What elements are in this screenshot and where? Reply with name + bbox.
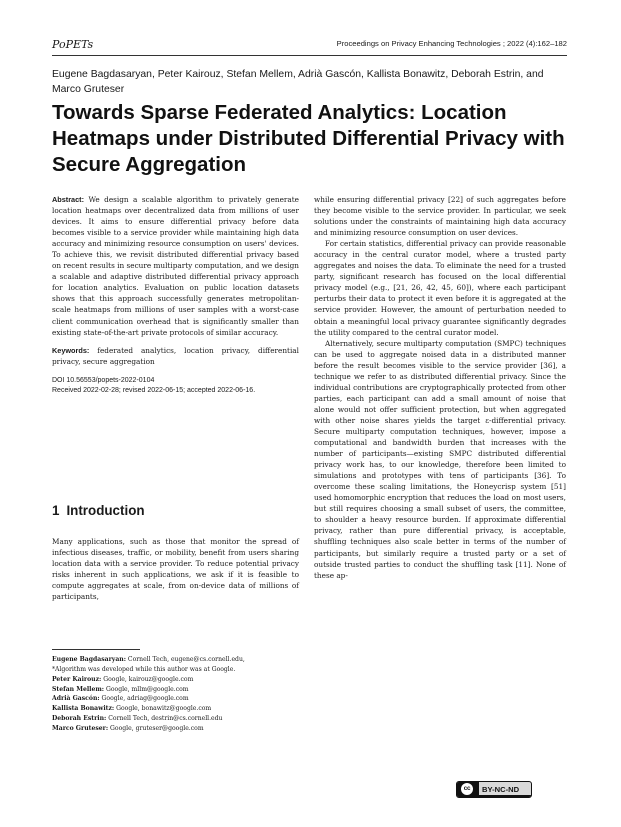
abstract-label: Abstract:	[52, 195, 85, 204]
footnote-name: Stefan Mellem:	[52, 685, 105, 693]
footnote-text: Cornell Tech, eugene@cs.cornell.edu,	[125, 656, 245, 663]
footnote	[52, 714, 302, 724]
running-header	[52, 38, 567, 52]
footnote-name: Deborah Estrin:	[52, 715, 107, 723]
footnote-text: Google, adriag@google.com	[99, 695, 189, 703]
license-badge[interactable]	[456, 781, 532, 798]
received-dates: Received 2022-02-28; revised 2022-06-15; accepted 2022-06-16.	[52, 387, 256, 395]
paper-title: Towards Sparse Federated Analytics: Location Heatmaps under Distributed Differential Privacy with Secure Aggregation	[52, 101, 565, 176]
footnote-name: Eugene Bagdasaryan:	[52, 656, 126, 663]
header-rule	[52, 55, 567, 56]
right-column	[314, 194, 566, 581]
section-title: Introduction	[66, 503, 145, 518]
creative-commons-icon	[457, 782, 479, 797]
license-underline	[479, 795, 531, 797]
footnote-text: Google, mllm@google.com	[104, 685, 189, 693]
footnote	[52, 694, 302, 704]
footnote	[52, 685, 302, 695]
author-list: Eugene Bagdasaryan, Peter Kairouz, Stefan Mellem, Adrià Gascón, Kallista Bonawitz, Deborah Estrin, and Marco Gruteser	[52, 69, 544, 95]
intro-paragraph	[52, 536, 299, 602]
footnote-name: Adrià Gascón:	[52, 695, 100, 703]
author-footnotes	[52, 655, 302, 734]
footnote-name: Kallista Bonawitz:	[52, 705, 115, 713]
abstract	[52, 194, 299, 338]
footnote-text: Google, gruteser@google.com	[108, 724, 204, 732]
proceedings-citation: Proceedings on Privacy Enhancing Technologies ; 2022 (4):162–182	[336, 39, 567, 48]
footnote-text: Cornell Tech, destrin@cs.cornell.edu	[106, 715, 223, 723]
footnote	[52, 675, 302, 685]
intro-text: Many applications, such as those that monitor the spread of infectious diseases, traffic, or mobility, benefit from users sharing location data with a service provider. To reduce potential privacy risks inherent in such applications, we ask if it is feasible to compute aggregates at scale, from on-device data of millions of participants,	[52, 537, 299, 602]
left-column	[52, 194, 299, 397]
footnote	[52, 704, 302, 714]
footnote-text: Google, bonawitz@google.com	[114, 705, 212, 713]
paragraph: while ensuring differential privacy [22] of such aggregates before they become visible to the service provider. In particular, we seek solutions under the constraints of maintaining high data accuracy and minimizing resource consumption on user devices.	[314, 195, 566, 238]
footnote-rule	[52, 649, 140, 650]
footnote-name: Peter Kairouz:	[52, 675, 102, 683]
footnote-text: Google, kairouz@google.com	[101, 675, 194, 683]
footnote	[52, 655, 302, 665]
keywords	[52, 345, 299, 367]
section-number: 1	[52, 503, 60, 518]
keywords-label: Keywords:	[52, 345, 90, 355]
footnote-name: Marco Gruteser:	[52, 724, 109, 732]
cc-logo-text: cc	[461, 783, 473, 795]
keywords-text: federated analytics, location privacy, differential privacy, secure aggregation	[52, 345, 299, 366]
footnote	[52, 724, 302, 734]
section-heading	[52, 503, 145, 518]
journal-name: PoPETs	[52, 38, 94, 51]
footnote-text: *Algorithm was developed while this author was at Google.	[52, 665, 236, 673]
doi: DOI 10.56553/popets-2022-0104	[52, 376, 155, 384]
abstract-text: We design a scalable algorithm to privately generate location heatmaps over decentralized data from millions of user devices. It aims to ensure differential privacy before data becomes visible to a service provider while maintaining high data accuracy and minimizing resource consumption on users' devices. To achieve this, we revisit distributed differential privacy based on recent results in secure multiparty computation, and we design a scalable and adaptive distributed differential privacy approach for location analytics. Evaluation on public location datasets shows that this approach successfully generates metropolitan-scale heatmaps from millions of user samples with a worst-case client communication overhead that is significantly smaller than existing state-of-the-art private protocols of similar accuracy.	[52, 195, 299, 337]
license-text: BY-NC-ND	[482, 785, 520, 794]
footnote	[52, 665, 302, 675]
paragraph: For certain statistics, differential privacy can provide reasonable accuracy in the central curator model, where a trusted party aggregates and noises the data. To eliminate the need for a trusted party, significant research has focused on the local differential privacy model (e.g., [21, 26, 42, 45, 60]), where each participant perturbs their data to protect it even before it is aggregated at the service provider. However, the amount of perturbation needed to obtain a meaningful local privacy guarantee significantly degrades the utility compared to the central curator model.	[314, 239, 566, 337]
paragraph: Alternatively, secure multiparty computation (SMPC) techniques can be used to aggregate noised data in a distributed manner before the result becomes visible to the service provider [36], a technique we refer to as distributed differential privacy. Since the individual contributions are cryptographically protected from other parties, each participant can add a small amount of noise that alone would not offer sufficient protection, but when aggregated with other noise shares yields the target ε-differential privacy. Secure multiparty computation techniques, however, impose a computational and bandwidth burden that increases with the number of participants—existing SMPC distributed differential privacy work has, to our knowledge, therefore been limited to simulations and prototypes with tens of participants [36]. To overcome these scaling limitations, the Honeycrisp system [51] used homomorphic encryption that reduces the load on most users, but still requires choosing a small subset of users, the committee, to shoulder a heavy resource burden. If approximate differential privacy, rather than pure differential privacy, is acceptable, shuffling techniques also scale better in terms of the number of participants, but similarly require a trusted party or a set of outside trusted parties to conduct the shuffling task [11]. None of these ap-	[314, 338, 566, 580]
